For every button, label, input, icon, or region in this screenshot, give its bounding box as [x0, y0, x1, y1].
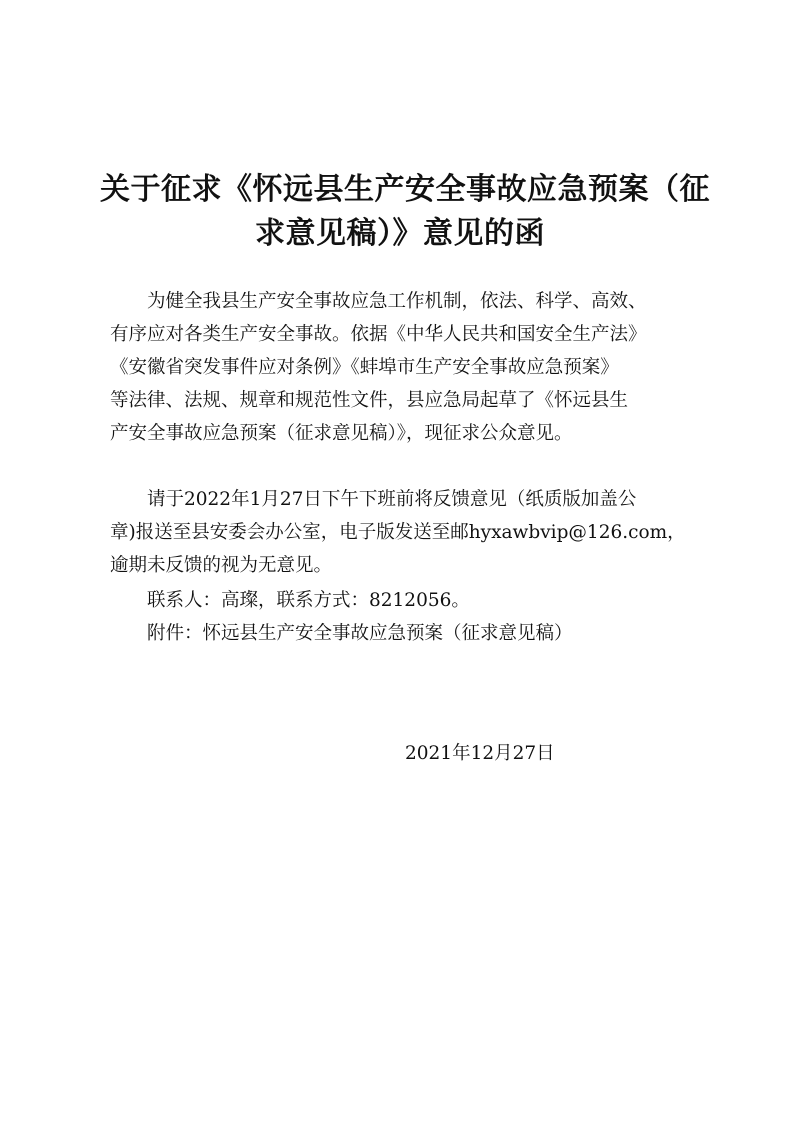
- paragraph-line: 章)报送至县安委会办公室，电子版发送至邮hyxawbvip@126.com，: [110, 522, 686, 543]
- paragraph-line: 产安全事故应急预案（征求意见稿）》，现征求公众意见。: [110, 423, 573, 444]
- paragraph-basis: [110, 285, 690, 450]
- document-date: 2021年12月27日: [405, 743, 555, 764]
- contact-line: 联系人：高璨，联系方式：8212056。: [147, 590, 470, 611]
- paragraph-line: 等法律、法规、规章和规范性文件，县应急局起草了《怀远县生: [110, 390, 629, 411]
- paragraph-line: 请于2022年1月27日下午下班前将反馈意见（纸质版加盖公: [147, 489, 637, 510]
- paragraph-line: 为健全我县生产安全事故应急工作机制，依法、科学、高效、: [147, 291, 647, 312]
- title-line-1: 关于征求《怀远县生产安全事故应急预案（征: [100, 172, 710, 207]
- paragraph-feedback: [110, 483, 690, 582]
- attachment-line: 附件：怀远县生产安全事故应急预案（征求意见稿）: [147, 623, 573, 644]
- contact-info: [110, 584, 690, 617]
- paragraph-line: 有序应对各类生产安全事故。依据《中华人民共和国安全生产法》: [110, 324, 647, 345]
- title-line-2: 求意见稿）》意见的函: [255, 216, 545, 251]
- document-title: [100, 168, 710, 256]
- paragraph-line: 逾期未反馈的视为无意见。: [110, 555, 333, 576]
- attachment-info: [110, 617, 690, 650]
- paragraph-line: 《安徽省突发事件应对条例》《蚌埠市生产安全事故应急预案》: [110, 357, 619, 378]
